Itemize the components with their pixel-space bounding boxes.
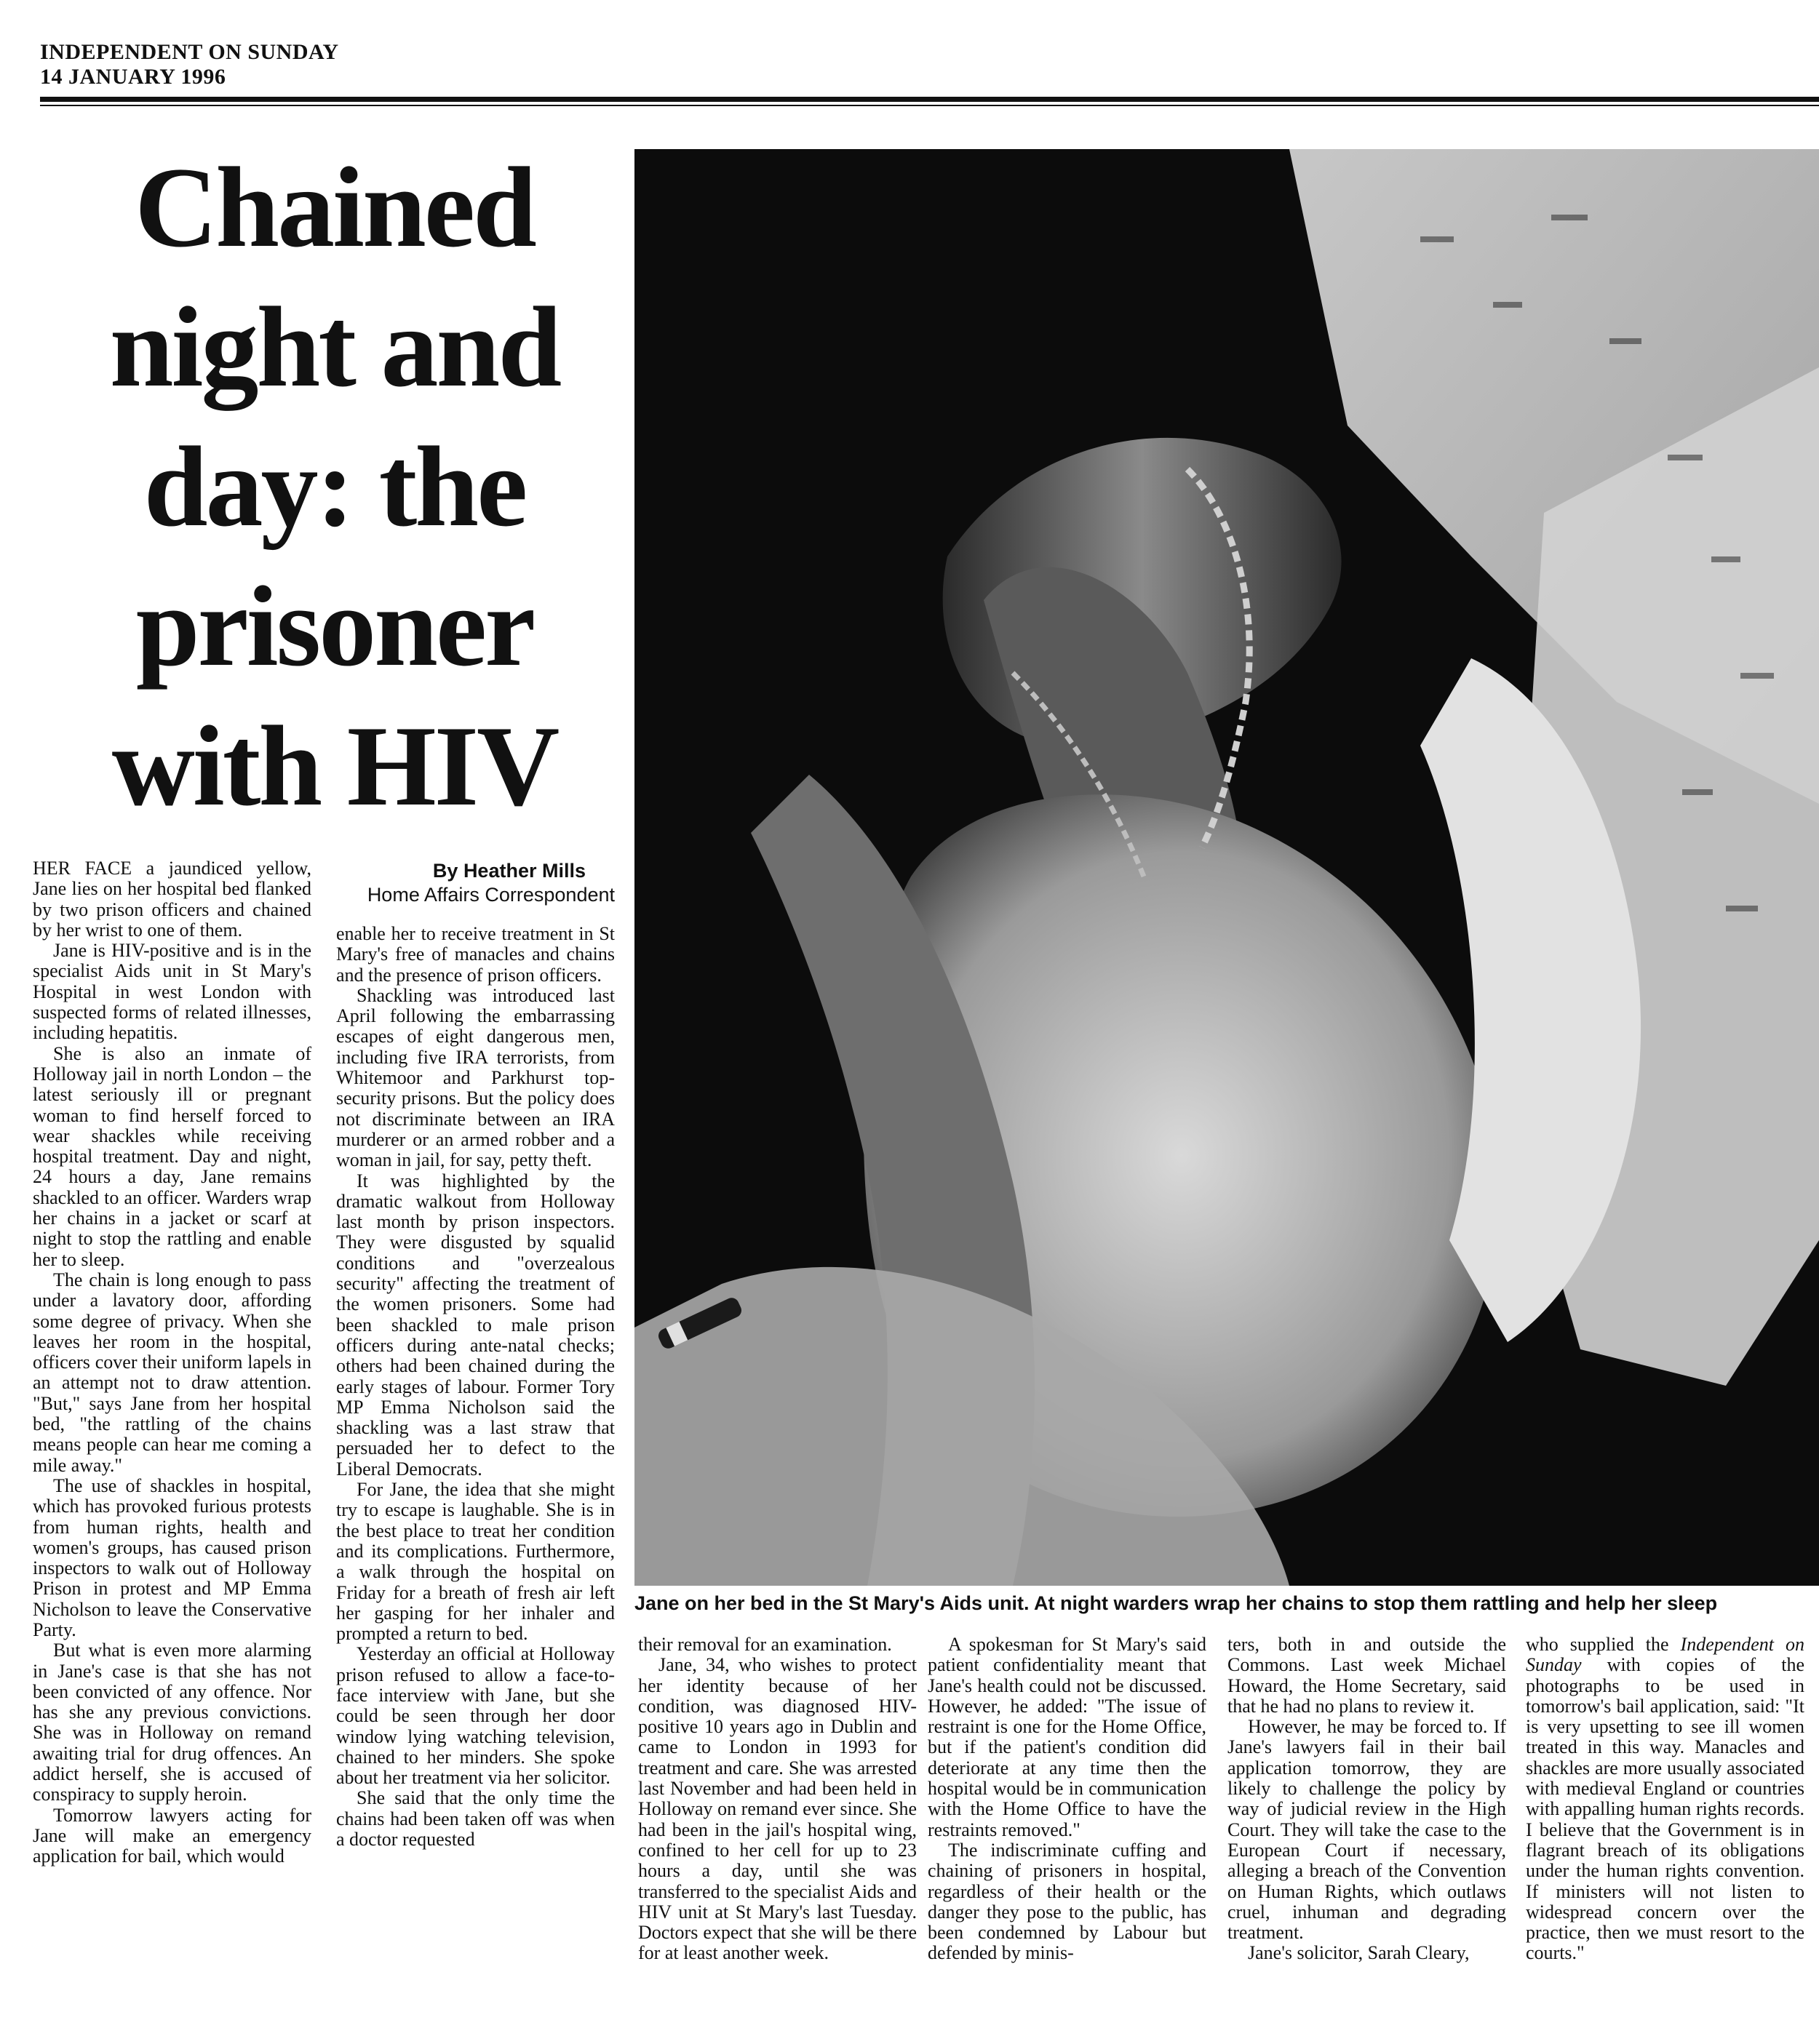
headline: [44, 138, 626, 837]
article-paragraph: The indiscriminate cuffing and chaining of prisoners in hospital, regardless of their health or the danger they pose to the public, has been condemned by Labour but defended by minis-: [928, 1839, 1206, 1964]
issue-date: 14 JANUARY 1996: [40, 65, 226, 89]
article-paragraph: HER FACE a jaundiced yellow, Jane lies on her hospital bed flanked by two prison officers and chained by her wrist to one of them.: [33, 858, 312, 941]
masthead-rule-thin: [40, 105, 1819, 106]
byline-role: Home Affairs Correspondent: [367, 884, 615, 906]
article-paragraph: Jane's solicitor, Sarah Cleary,: [1248, 1942, 1470, 1964]
article-paragraph: their removal for an examination.: [638, 1634, 892, 1655]
article-paragraph: enable her to receive treatment in St Mary's free of manacles and chains and the presence of prison officers.: [336, 923, 615, 986]
article-column-4: [928, 1634, 1206, 1964]
paper-name: INDEPENDENT ON SUNDAY: [40, 40, 339, 64]
headline-line-2: night and: [109, 284, 560, 411]
article-paragraph: She said that the only time the chains had been taken off was when a doctor requested: [336, 1787, 615, 1851]
headline-line-4: prisoner: [135, 563, 534, 690]
byline-author: By Heather Mills: [432, 860, 586, 882]
lead-in: HER FACE: [33, 858, 132, 879]
photo-illustration: [634, 149, 1819, 1586]
article-paragraph: For Jane, the idea that she might try to escape is laughable. She is in the best place to treat her condition and its complications. Furthermore, a walk through the hospital on Friday for a breath of fresh air left her gasping for her inhaler and prompted a return to bed.: [336, 1479, 615, 1645]
headline-line-1: Chained: [135, 144, 535, 271]
article-paragraph: ters, both in and outside the Commons. Last week Michael Howard, the Home Secretary, said that he had no plans to review it.: [1227, 1634, 1506, 1717]
article-column-6: [1526, 1634, 1804, 1964]
article-column-3: [638, 1634, 917, 1964]
article-paragraph: It was highlighted by the dramatic walkout from Holloway last month by prison inspectors. They were disgusted by squalid conditions and "overzealous security" affecting the treatment of the women prisoners. Some had been shackled to male prison officers during ante-natal checks; others had been chained during the early stages of labour. Former Tory MP Emma Nicholson said the shackling was a last straw that persuaded her to defect to the Liberal Democrats.: [336, 1170, 615, 1480]
article-paragraph: Shackling was introduced last April following the embarrassing escapes of eight dangerous men, including five IRA terrorists, from Whitemoor and Parkhurst top-security prisons. But the policy does not discriminate between an IRA murderer or an armed robber and a woman in jail, for say, petty theft.: [336, 984, 615, 1171]
byline: [336, 858, 615, 906]
article-paragraph: who supplied the Independent on Sunday with copies of the photographs to be used in tomorrow's bail application, said: "It is very upsetting to see ill women treated in this way. Manacles and shackles are more usually associated with medieval England or countries with appalling human rights records. I believe that the Government is in flagrant breach of its obligations under the human rights convention. If ministers will not listen to widespread concern over the practice, then we must resort to the courts.": [1526, 1634, 1804, 1964]
article-paragraph: But what is even more alarming in Jane's case is that she has not been convicted of any offence. Nor has she any previous convictions. She was in Holloway on remand awaiting trial for drug offences. An addict herself, she is accused of conspiracy to supply heroin.: [33, 1640, 311, 1805]
article-paragraph: However, he may be forced to. If Jane's lawyers fail in their bail application tomorrow, they are likely to challenge the policy by way of judicial review in the High Court. They will take the case to the European Court if necessary, alleging a breach of the Convention on Human Rights, which outlaws cruel, inhuman and degrading treatment.: [1227, 1716, 1506, 1944]
article-paragraph: She is also an inmate of Holloway jail in north London – the latest seriously ill or pregnant woman to find herself forced to wear shackles while receiving hospital treatment. Day and night, 24 hours a day, Jane remains shackled to an officer. Warders wrap her chains in a jacket or scarf at night to stop the rattling and enable her to sleep.: [33, 1042, 311, 1270]
news-photo: [634, 149, 1819, 1586]
article-paragraph: The chain is long enough to pass under a lavatory door, affording some degree of privacy. When she leaves her room in the hospital, officers cover their uniform lapels in an attempt not to draw attention. "But," says Jane from her hospital bed, "the rattling of the chains means people can hear me coming a mile away.": [33, 1269, 311, 1476]
article-paragraph: Tomorrow lawyers acting for Jane will make an emergency application for bail, which would: [33, 1804, 311, 1867]
article-paragraph: Yesterday an official at Holloway prison refused to allow a face-to-face interview with Jane, but she could be seen through her door window lying watching television, chained to her minders. She spoke about her treatment via her solicitor.: [336, 1643, 615, 1789]
article-column-2: [336, 858, 615, 1850]
photo-caption: Jane on her bed in the St Mary's Aids unit. At night warders wrap her chains to stop them rattling and help her sleep: [634, 1592, 1718, 1614]
headline-line-3: day: the: [143, 423, 526, 551]
italic-publication-name: Independent on Sunday: [1526, 1634, 1804, 1676]
article-paragraph: Jane, 34, who wishes to protect her identity because of her condition, was diagnosed HIV-positive 10 years ago in Dublin and came to London in 1993 for treatment and care. She was arrested last November and had been held in Holloway on remand ever since. She had been in the jail's hospital wing, confined to her cell for up to 23 hours a day, until she was transferred to the specialist Aids and HIV unit at St Mary's last Tuesday. Doctors expect that she will be there for at least another week.: [638, 1654, 917, 1964]
article-paragraph: Jane is HIV-positive and is in the specialist Aids unit in St Mary's Hospital in west London with suspected forms of related illnesses, including hepatitis.: [33, 940, 311, 1044]
article-column-1: [33, 858, 311, 1867]
headline-line-5: with HIV: [111, 703, 558, 830]
article-paragraph: A spokesman for St Mary's said patient confidentiality meant that Jane's health could not be discussed. However, he added: "The issue of restraint is one for the Home Office, but if the patient's condition did deteriorate at any time then the hospital would be in communication with the Home Office to have the restraints removed.": [928, 1634, 1206, 1840]
article-paragraph: The use of shackles in hospital, which has provoked furious protests from human rights, health and women's groups, has caused prison inspectors to walk out of Holloway Prison in protest and MP Emma Nicholson to leave the Conservative Party.: [33, 1474, 311, 1640]
masthead: [40, 40, 339, 89]
article-column-5: [1227, 1634, 1506, 1964]
masthead-rule-thick: [40, 97, 1819, 102]
